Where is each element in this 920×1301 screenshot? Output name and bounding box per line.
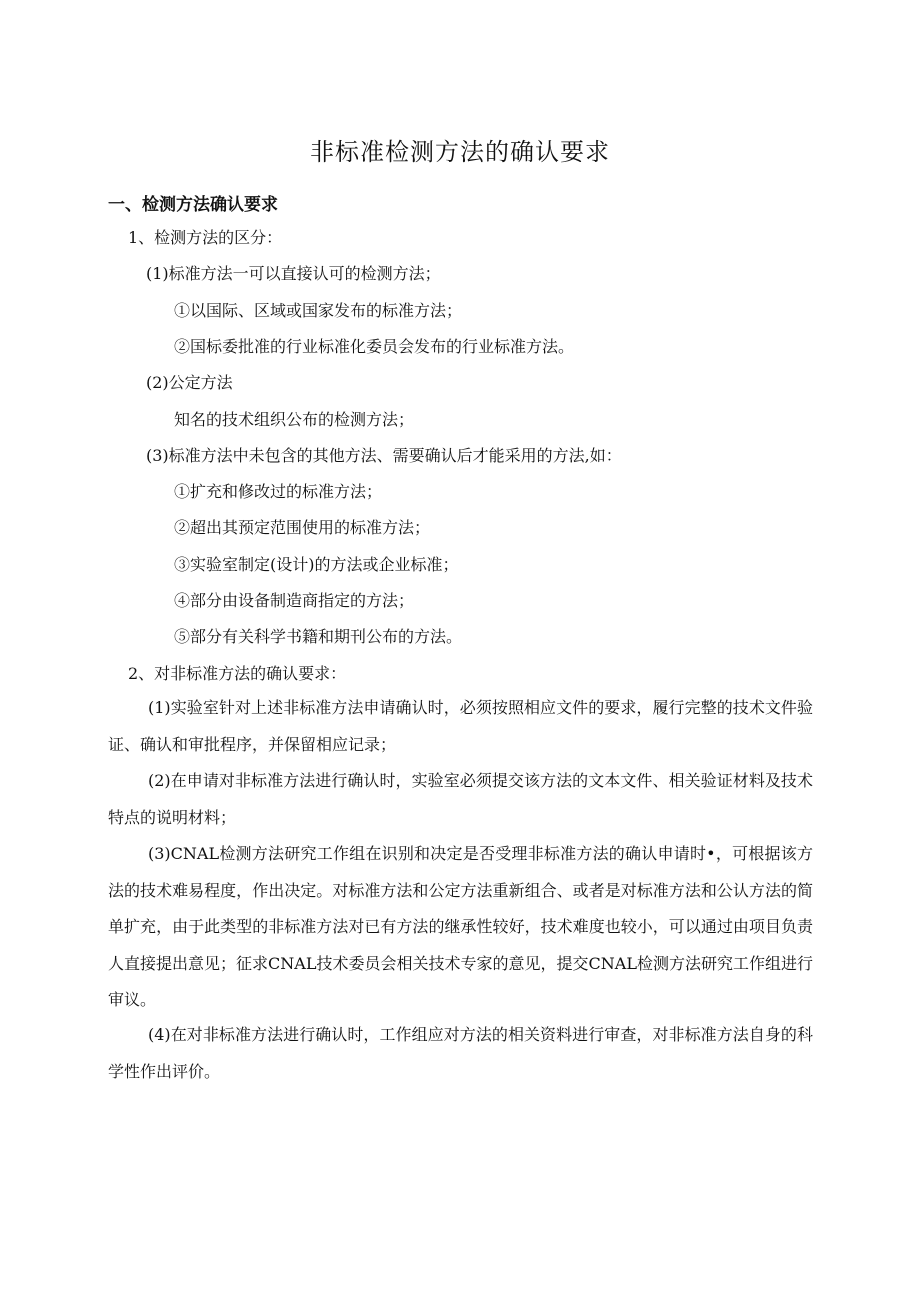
item-3-point: ④部分由设备制造商指定的方法； [174,591,415,610]
item-3-label: (3)标准方法中未包含的其他方法、需要确认后才能采用的方法,如： [146,446,622,465]
requirement-paragraph: (2)在申请对非标准方法进行确认时，实验室必须提交该方法的文本文件、相关验证材料及技术特点的说明材料； [108,771,813,827]
item-3-point: ③实验室制定(设计)的方法或企业标准； [174,555,459,574]
subsection-2-heading: 2、对非标准方法的确认要求： [128,664,347,683]
subsection-1-heading: 1、检测方法的区分： [128,228,283,247]
item-1-point: ②国标委批准的行业标准化委员会发布的行业标准方法。 [174,337,575,356]
requirement-paragraph: (3)CNAL检测方法研究工作组在识别和决定是否受理非标准方法的确认申请时•，可根据该方法的技术难易程度，作出决定。对标准方法和公定方法重新组合、或者是对标准方法和公认方法的简单扩充，由于此类型的非标准方法对已有方法的继承性较好，技术难度也较小，可以通过由项目负责人直接提出意见；征求CNAL技术委员会相关技术专家的意见，提交CNAL检测方法研究工作组进行审议。 [108,844,813,1009]
item-2-label: (2)公定方法 [146,373,233,392]
section-heading: 一、检测方法确认要求 [108,195,278,215]
item-3-point: ⑤部分有关科学书籍和期刊公布的方法。 [174,627,463,646]
document-title: 非标准检测方法的确认要求 [310,138,610,166]
item-1-label: (1)标准方法一可以直接认可的检测方法； [146,264,441,283]
item-1-point: ①以国际、区域或国家发布的标准方法； [174,301,463,320]
item-3-point: ①扩充和修改过的标准方法； [174,482,383,501]
requirement-paragraph: (4)在对非标准方法进行确认时，工作组应对方法的相关资料进行审查，对非标准方法自身的科学性作出评价。 [108,1025,813,1081]
requirement-paragraph: (1)实验室针对上述非标准方法申请确认时，必须按照相应文件的要求，履行完整的技术文件验证、确认和审批程序，并保留相应记录； [108,698,813,754]
item-2-description: 知名的技术组织公布的检测方法； [174,410,415,429]
item-3-point: ②超出其预定范围使用的标准方法； [174,518,431,537]
